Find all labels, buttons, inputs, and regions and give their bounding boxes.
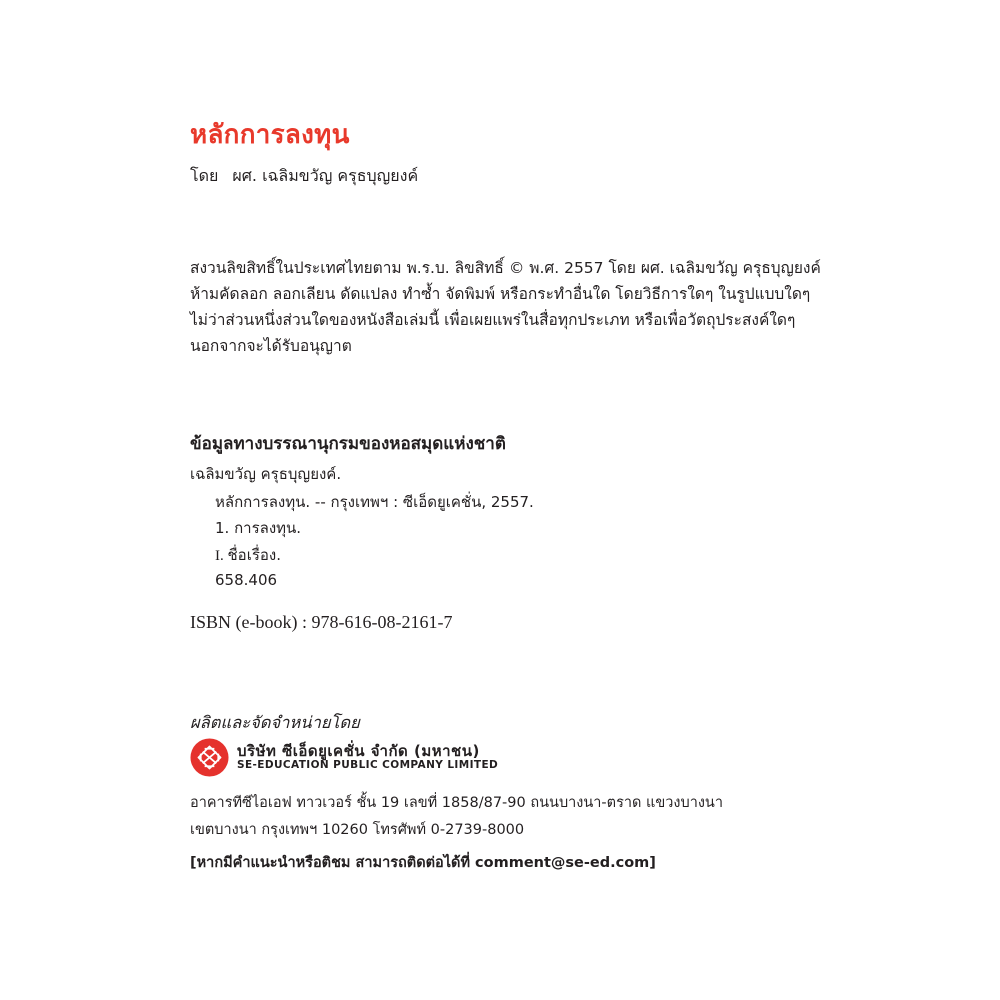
cip-author: เฉลิมขวัญ ครุธบุญยงค์. [190, 465, 342, 483]
company-name-thai: บริษัท ซีเอ็ดยูเคชั่น จำกัด (มหาชน) [237, 742, 480, 760]
isbn: ISBN (e-book) : 978-616-08-2161-7 [190, 612, 453, 632]
cip-title-entry-text: ชื่อเรื่อง. [227, 546, 281, 564]
author-byline [190, 164, 418, 189]
cip-subject: 1. การลงทุน. [215, 519, 302, 537]
company-name-english: SE-EDUCATION PUBLIC COMPANY LIMITED [237, 759, 499, 771]
copyright-line: สงวนลิขสิทธิ์ในประเทศไทยตาม พ.ร.บ. ลิขสิทธิ์ © พ.ศ. 2557 โดย ผศ. เฉลิมขวัญ ครุธบุญยงค์ [190, 259, 821, 277]
producer-label: ผลิตและจัดจำหน่ายโดย [190, 713, 360, 732]
se-ed-logo-icon [190, 738, 229, 777]
address-line: เขตบางนา กรุงเทพฯ 10260 โทรศัพท์ 0-2739-8000 [190, 822, 525, 838]
copyright-line: ห้ามคัดลอก ลอกเลียน ดัดแปลง ทำซ้ำ จัดพิมพ์ หรือกระทำอื่นใด โดยวิธีการใดๆ ในรูปแบบใดๆ [190, 285, 811, 303]
publisher-address [190, 790, 723, 844]
copyright-line: ไม่ว่าส่วนหนึ่งส่วนใดของหนังสือเล่มนี้ เพื่อเผยแพร่ในสื่อทุกประเภท หรือเพื่อวัตถุประสงค์ใดๆ [190, 311, 796, 329]
contact-note: [หากมีคำแนะนำหรือติชม สามารถติดต่อได้ที่ comment@se-ed.com] [190, 855, 656, 871]
cip-roman-numeral: I. [215, 548, 224, 564]
copyright-notice [190, 255, 821, 359]
cip-class-number: 658.406 [215, 571, 278, 589]
author-name: ผศ. เฉลิมขวัญ ครุธบุญยงค์ [232, 166, 419, 185]
by-label: โดย [190, 166, 219, 185]
book-title: หลักการลงทุน [190, 120, 350, 150]
cip-heading: ข้อมูลทางบรรณานุกรมของหอสมุดแห่งชาติ [190, 434, 506, 454]
cip-title-entry [215, 543, 281, 567]
address-line: อาคารทีซีไอเอฟ ทาวเวอร์ ชั้น 19 เลขที่ 1858/87-90 ถนนบางนา-ตราด แขวงบางนา [190, 795, 723, 811]
copyright-line: นอกจากจะได้รับอนุญาต [190, 337, 352, 355]
cip-title-line: หลักการลงทุน. -- กรุงเทพฯ : ซีเอ็ดยูเคชั่น, 2557. [215, 493, 534, 511]
